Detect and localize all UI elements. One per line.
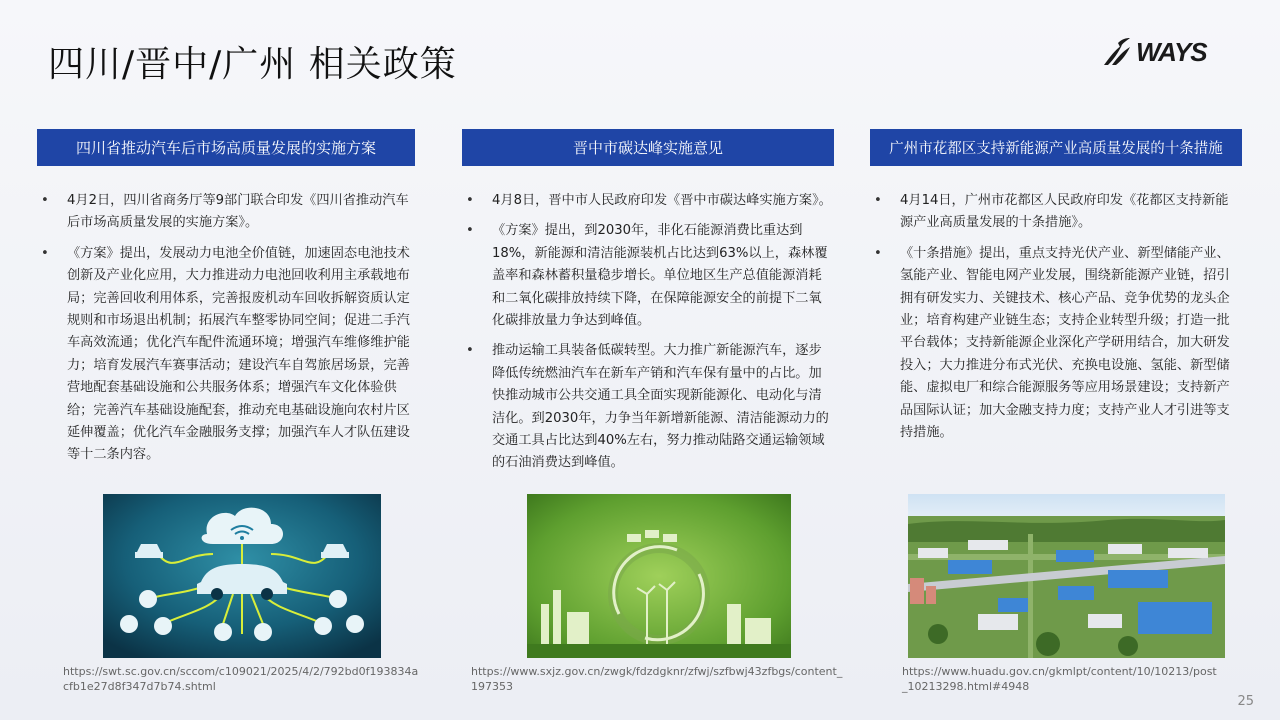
source-link-jinzhong[interactable]: https://www.sxjz.gov.cn/zwgk/fdzdgknr/zfwj/szfbwj43zfbgs/content_197353: [471, 665, 843, 693]
ways-logo-icon: [1100, 35, 1134, 69]
column-heading-sichuan: 四川省推动汽车后市场高质量发展的实施方案: [37, 129, 415, 166]
bullet-item: • 《方案》提出，到2030年，非化石能源消费比重达到18%，新能源和清洁能源装机占比达到63%以上，森林覆盖率和森林蓄积量稳步增长。单位地区生产总值能源消耗和二氧化碳排放持续下降，在保障能源安全的前提下二氧化碳排放量力争达到峰值。: [462, 220, 834, 332]
column-heading-jinzhong: 晋中市碳达峰实施意见: [462, 129, 834, 166]
connected-car-cloud-image: [103, 494, 381, 658]
industrial-park-aerial-image: [908, 494, 1225, 658]
column-bullets-sichuan: [37, 190, 415, 475]
bullet-item: • 4月2日，四川省商务厅等9部门联合印发《四川省推动汽车后市场高质量发展的实施方案》。: [37, 190, 415, 235]
page-number: 25: [1237, 694, 1254, 709]
green-energy-image: [527, 494, 791, 658]
column-bullets-jinzhong: [462, 190, 834, 483]
column-heading-guangzhou: 广州市花都区支持新能源产业高质量发展的十条措施: [870, 129, 1242, 166]
bullet-item: • 4月8日，晋中市人民政府印发《晋中市碳达峰实施方案》。: [462, 190, 834, 212]
bullet-item: • 4月14日，广州市花都区人民政府印发《花都区支持新能源产业高质量发展的十条措施》。: [870, 190, 1232, 235]
page-title: 四川/晋中/广州 相关政策: [48, 44, 457, 85]
column-bullets-guangzhou: [870, 190, 1232, 452]
bullet-item: • 《十条措施》提出，重点支持光伏产业、新型储能产业、氢能产业、智能电网产业发展，围绕新能源产业链，招引拥有研发实力、关键技术、核心产品、竞争优势的龙头企业；培育构建产业链生态；支持企业转型升级；打造一批平台载体；支持新能源企业深化产学研用结合，加大研发投入；大力推进分布式光伏、充换电设施、氢能、新型储能、虚拟电厂和综合能源服务等应用场景建设；支持新产品国际认证；加大金融支持力度；支持产业人才引进等支持措施。: [870, 243, 1232, 445]
source-link-sichuan[interactable]: https://swt.sc.gov.cn/sccom/c109021/2025/4/2/792bd0f193834acfb1e27d8f347d7b74.shtml: [63, 665, 419, 693]
bullet-item: • 推动运输工具装备低碳转型。大力推广新能源汽车，逐步降低传统燃油汽车在新车产销和汽车保有量中的占比。加快推动城市公共交通工具全面实现新能源化、电动化与清洁化。到2030年，力争当年新增新能源、清洁能源动力的交通工具占比达到40%左右，努力推动陆路交通运输领域的石油消费达到峰值。: [462, 340, 834, 474]
ways-logo: [1100, 34, 1220, 70]
bullet-item: • 《方案》提出，发展动力电池全价值链，加速固态电池技术创新及产业化应用，大力推进动力电池回收利用主承载地布局；完善回收利用体系，完善报废机动车回收拆解资质认定规则和市场退出机制；拓展汽车整零协同空间；促进二手汽车高效流通；优化汽车配件流通环境；增强汽车维修维护能力；培育发展汽车赛事活动；建设汽车自驾旅居场景，完善营地配套基础设施和公共服务体系；增强汽车文化体验供给；完善汽车基础设施配套，推动充电基础设施向农村片区延伸覆盖；优化汽车金融服务支撑；加强汽车人才队伍建设等十二条内容。: [37, 243, 415, 467]
source-link-guangzhou[interactable]: https://www.huadu.gov.cn/gkmlpt/content/10/10213/post_10213298.html#4948: [902, 665, 1217, 693]
logo-text: WAYS: [1136, 36, 1207, 67]
